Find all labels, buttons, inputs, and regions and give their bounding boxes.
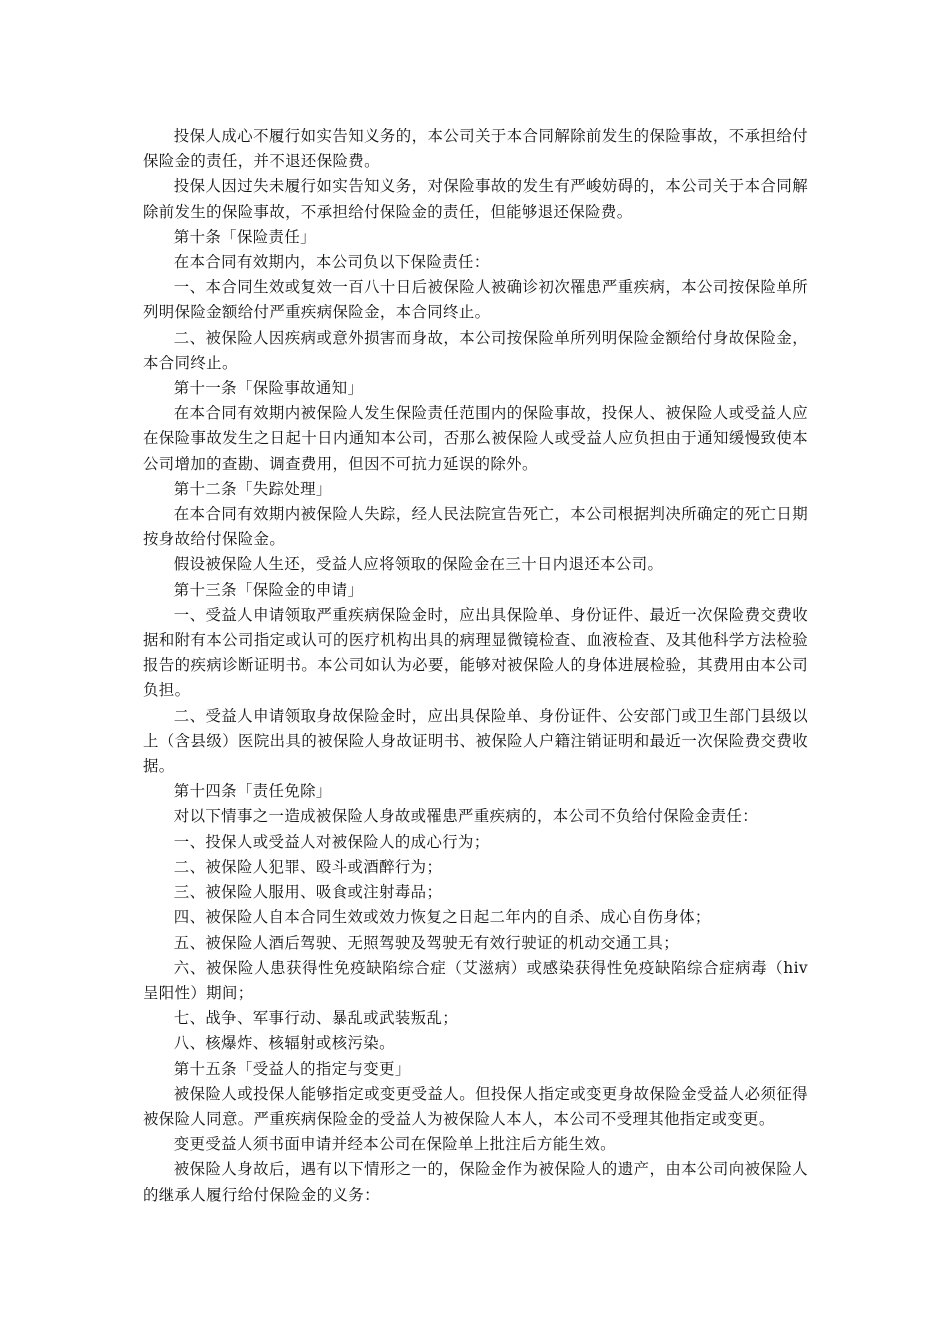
section-heading: 第十五条「受益人的指定与变更」: [173, 1059, 411, 1078]
list-item: 一、本合同生效或复效一百八十日后被保险人被确诊初次罹患严重疾病，本公司按保险单所列明保险金额给付严重疾病保险金，本合同终止。: [143, 278, 808, 322]
section-heading: 第十二条「失踪处理」: [173, 479, 332, 498]
section-heading: 第十一条「保险事故通知」: [173, 379, 364, 398]
list-item: 二、受益人申请领取身故保险金时，应出具保险单、身份证件、公安部门或卫生部门县级以上（含县级）医院出具的被保险人身故证明书、被保险人户籍注销证明和最近一次保险费交费收据。: [143, 706, 808, 776]
list-item: 四、被保险人自本合同生效或效力恢复之日起二年内的自杀、成心自伤身体；: [173, 908, 711, 927]
list-item: 七、战争、军事行动、暴乱或武装叛乱；: [173, 1009, 459, 1028]
list-item: 二、被保险人因疾病或意外损害而身故，本公司按保险单所列明保险金额给付身故保险金，本合同终止。: [143, 328, 808, 372]
list-item: 五、被保险人酒后驾驶、无照驾驶及驾驶无有效行驶证的机动交通工具；: [173, 933, 680, 952]
section-heading: 第十条「保险责任」: [173, 227, 316, 246]
paragraph: 投保人成心不履行如实告知义务的，本公司关于本合同解除前发生的保险事故，不承担给付保险金的责任，并不退还保险费。: [143, 127, 808, 171]
paragraph: 对以下情事之一造成被保险人身故或罹患严重疾病的，本公司不负给付保险金责任：: [173, 807, 759, 826]
paragraph: 在本合同有效期内，本公司负以下保险责任：: [173, 253, 490, 272]
document-body: [143, 124, 808, 1208]
paragraph: 在本合同有效期内被保险人失踪，经人民法院宣告死亡，本公司根据判决所确定的死亡日期按身故给付保险金。: [143, 505, 808, 549]
section-heading: 第十四条「责任免除」: [173, 782, 332, 801]
list-item: 二、被保险人犯罪、殴斗或酒醉行为；: [173, 857, 443, 876]
paragraph: 被保险人身故后，遇有以下情形之一的，保险金作为被保险人的遗产，由本公司向被保险人的继承人履行给付保险金的义务：: [143, 1160, 808, 1204]
paragraph: 在本合同有效期内被保险人发生保险责任范围内的保险事故，投保人、被保险人或受益人应在保险事故发生之日起十日内通知本公司，否那么被保险人或受益人应负担由于通知缓慢致使本公司增加的查勘、调查费用，但因不可抗力延误的除外。: [143, 404, 808, 473]
list-item: 六、被保险人患获得性免疫缺陷综合症（艾滋病）或感染获得性免疫缺陷综合症病毒（hiv 呈阳性）期间；: [143, 958, 808, 1002]
paragraph: 被保险人或投保人能够指定或变更受益人。但投保人指定或变更身故保险金受益人必须征得被保险人同意。严重疾病保险金的受益人为被保险人本人，本公司不受理其他指定或变更。: [143, 1084, 808, 1128]
list-item: 八、核爆炸、核辐射或核污染。: [173, 1034, 395, 1053]
list-item: 一、投保人或受益人对被保险人的成心行为；: [173, 832, 490, 851]
paragraph: 投保人因过失未履行如实告知义务，对保险事故的发生有严峻妨碍的，本公司关于本合同解除前发生的保险事故，不承担给付保险金的责任，但能够退还保险费。: [143, 177, 808, 221]
section-heading: 第十三条「保险金的申请」: [173, 580, 364, 599]
list-item: 一、受益人申请领取严重疾病保险金时，应出具保险单、身份证件、最近一次保险费交费收据和附有本公司指定或认可的医疗机构出具的病理显微镜检查、血液检查、及其他科学方法检验报告的疾病诊断证明书。本公司如认为必要，能够对被保险人的身体进展检验，其费用由本公司负担。: [143, 605, 808, 700]
paragraph: 变更受益人须书面申请并经本公司在保险单上批注后方能生效。: [173, 1135, 616, 1154]
list-item: 三、被保险人服用、吸食或注射毒品；: [173, 883, 443, 902]
paragraph: 假设被保险人生还，受益人应将领取的保险金在三十日内退还本公司。: [173, 555, 664, 574]
